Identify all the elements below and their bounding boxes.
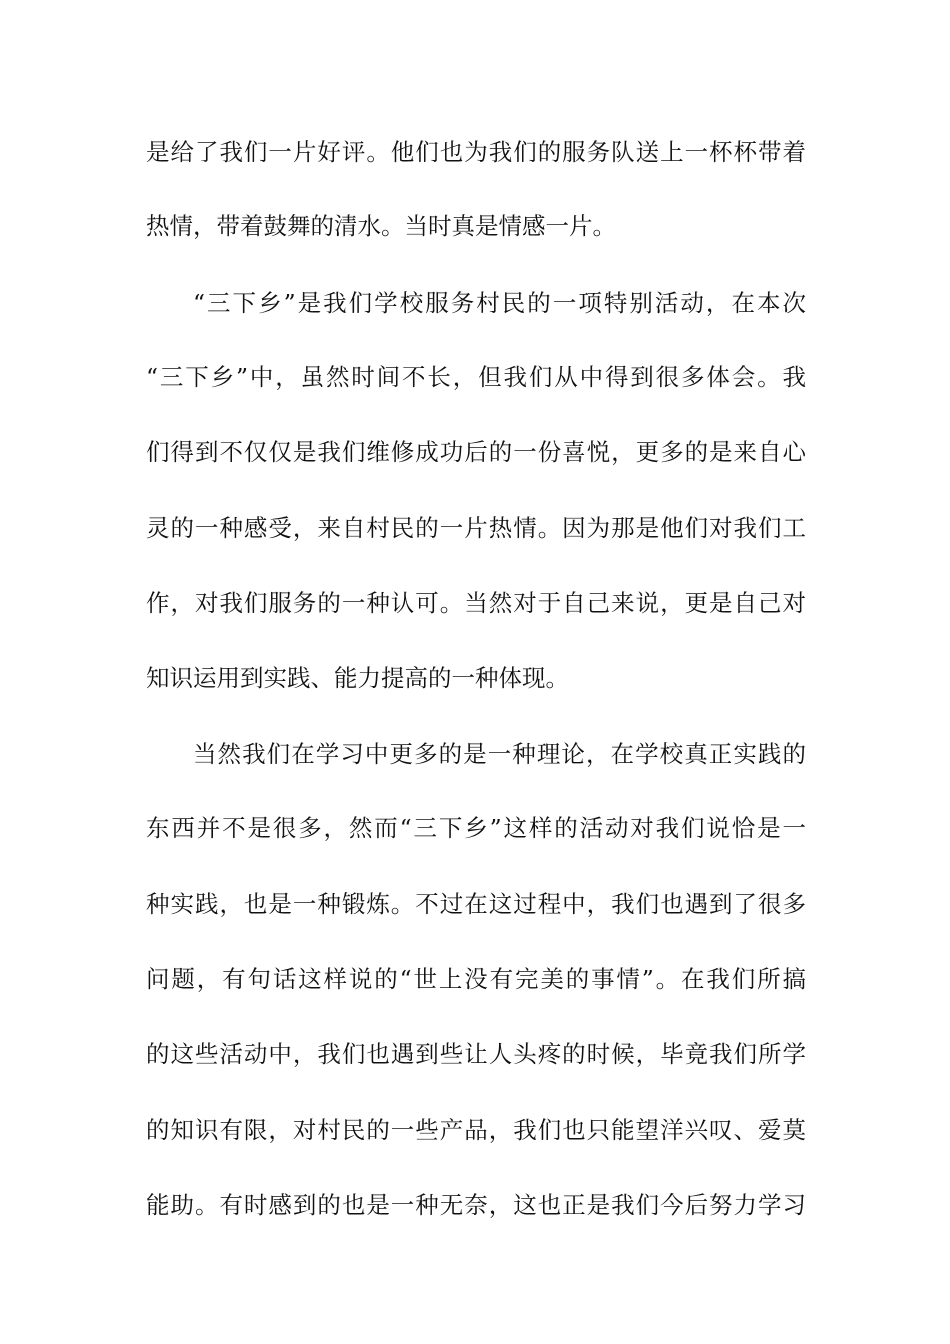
text-line: “三下乡”中，虽然时间不长，但我们从中得到很多体会。我 <box>146 363 806 391</box>
text-line: 知识运用到实践、能力提高的一种体现。 <box>146 664 569 692</box>
text-line: 是给了我们一片好评。他们也为我们的服务队送上一杯杯带着 <box>146 138 806 166</box>
text-line: 的这些活动中，我们也遇到些让人头疼的时候，毕竟我们所学 <box>146 1040 806 1068</box>
paragraph-first-line: “三下乡”是我们学校服务村民的一项特别活动，在本次 <box>193 289 806 317</box>
text-line: 的知识有限，对村民的一些产品，我们也只能望洋兴叹、爱莫 <box>146 1116 806 1144</box>
text-line: 灵的一种感受，来自村民的一片热情。因为那是他们对我们工 <box>146 514 806 542</box>
text-line: 能助。有时感到的也是一种无奈，这也正是我们今后努力学习 <box>146 1191 806 1219</box>
text-line: 作，对我们服务的一种认可。当然对于自己来说，更是自己对 <box>146 589 806 617</box>
text-line: 热情，带着鼓舞的清水。当时真是情感一片。 <box>146 212 616 240</box>
text-line: 问题，有句话这样说的“世上没有完美的事情”。在我们所搞 <box>146 965 806 993</box>
text-line: 种实践，也是一种锻炼。不过在这过程中，我们也遇到了很多 <box>146 890 806 918</box>
paragraph-first-line: 当然我们在学习中更多的是一种理论，在学校真正实践的 <box>193 740 806 768</box>
text-line: 们得到不仅仅是我们维修成功后的一份喜悦，更多的是来自心 <box>146 438 806 466</box>
text-line: 东西并不是很多，然而“三下乡”这样的活动对我们说恰是一 <box>146 814 806 842</box>
